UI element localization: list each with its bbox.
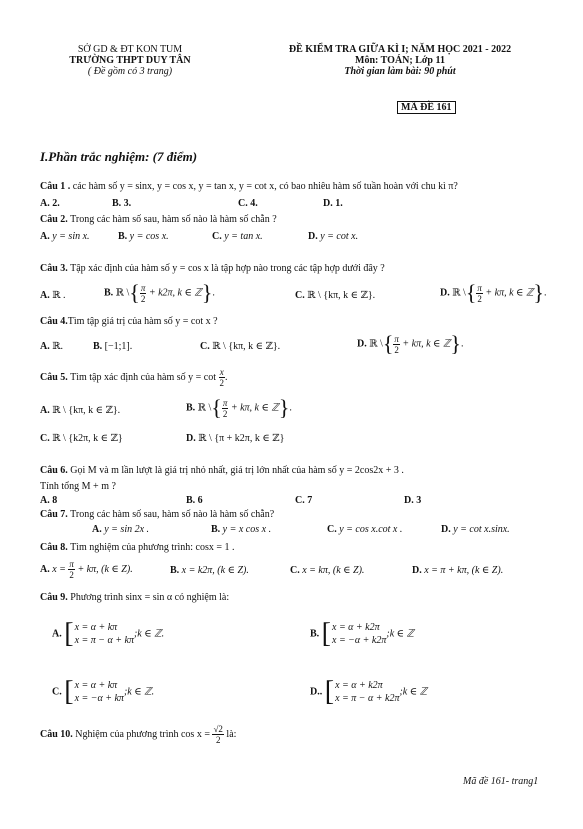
dept-name: SỞ GD & ĐT KON TUM [77,44,183,55]
q5-option-b[interactable]: B. ℝ \{ $\frac{\pi}{2}$ + kπ, k ∈ ℤ}. [186,395,292,420]
q1-option-c[interactable]: C. 4. [238,198,258,209]
question-7 [40,509,274,520]
question-text: Tìm nghiệm của phương trình: cosx = 1 . [67,542,235,553]
question-text: Gọi M và m lần lượt là giá trị nhỏ nhất, giá trị lớn nhất của hàm số y = 2cos2x + 3 . [67,465,404,476]
question-5: Câu 5. Tìm tập xác định của hàm số y = cot $\frac{x}{2}$ . [40,367,228,388]
q7-option-a[interactable]: A. y = sin 2x . [92,524,150,535]
pages-note: ( Đề gồm có 3 trang) [87,66,173,77]
q3-option-d[interactable]: D. ℝ \{ $\frac{\pi}{2}$ + kπ, k ∈ ℤ}. [440,280,547,305]
q1-option-d[interactable]: D. 1. [323,198,343,209]
q6-option-d[interactable]: D. 3 [404,495,422,506]
question-label: Câu 10. [40,728,73,740]
time-line: Thời gian làm bài: 90 phút [344,66,456,77]
question-text: Trong các hàm số sau, hàm số nào là hàm số chẵn? [67,509,275,520]
question-text: Nghiệm của phương trình cos x = [72,728,210,740]
q8-option-c[interactable]: C. x = kπ, (k ∈ Z). [290,565,365,576]
header-left [40,44,220,77]
question-text: Phương trình sinx = sin α có nghiệm là: [67,592,230,603]
q3-option-b[interactable]: B. ℝ \{ $\frac{\pi}{2}$ + k2π, k ∈ ℤ}. [104,280,215,305]
question-4 [40,316,218,327]
exam-code-box: MÃ ĐỀ 161 [397,101,456,114]
question-label: Câu 2. [40,214,68,225]
question-6-line2: Tính tổng M + m ? [40,481,116,492]
q5-option-a[interactable]: A. ℝ \ {kπ, k ∈ ℤ}. [40,405,121,416]
q2-option-b[interactable]: B. y = cos x. [118,231,169,242]
q3-option-c[interactable]: C. ℝ \ {kπ, k ∈ ℤ}. [295,290,376,301]
q2-option-a[interactable]: A. y = sin x. [40,231,90,242]
subject-line: Môn: TOÁN; Lớp 11 [355,55,445,66]
question-1 [40,181,458,192]
exam-title: ĐỀ KIỂM TRA GIỮA KÌ I; NĂM HỌC 2021 - 2022 [288,44,512,55]
question-text: Tìm tập xác định của hàm số y = cot [67,371,216,383]
q3-option-a[interactable]: A. ℝ . [40,290,66,301]
q9-option-c[interactable]: C. [ x = α + kπ x = −α + kπ ;k ∈ ℤ. [52,676,155,707]
question-label: Câu 9. [40,592,68,603]
question-10: Câu 10. Nghiệm của phương trình cos x = $\frac{√2}{2}$ là: [40,724,237,745]
q6-option-a[interactable]: A. 8 [40,495,58,506]
question-label: Câu 8. [40,542,68,553]
q4-option-c[interactable]: C. ℝ \ {kπ, k ∈ ℤ}. [200,341,281,352]
question-9 [40,592,229,603]
q5-option-d[interactable]: D. ℝ \ {π + k2π, k ∈ ℤ} [186,433,285,444]
question-8 [40,542,235,553]
q8-option-a[interactable]: A. x = $\frac{\pi}{2}$ + kπ, (k ∈ Z). [40,559,133,580]
question-text: Tìm tập giá trị của hàm số y = cot x ? [67,316,218,327]
q1-option-a[interactable]: A. 2. [40,198,60,209]
header-right [250,44,550,77]
question-text: Tập xác định của hàm số y = cos x là tập hợp nào trong các tập hợp dưới đây ? [67,263,385,274]
question-label: Câu 3. [40,263,68,274]
q4-option-a[interactable]: A. ℝ. [40,341,64,352]
question-2 [40,214,277,225]
school-name: TRƯỜNG THPT DUY TÂN [69,55,191,66]
q8-option-b[interactable]: B. x = k2π, (k ∈ Z). [170,565,249,576]
q2-option-c[interactable]: C. y = tan x. [212,231,263,242]
q6-option-b[interactable]: B. 6 [186,495,203,506]
q6-option-c[interactable]: C. 7 [295,495,313,506]
question-6 [40,465,404,476]
question-label: Câu 6. [40,465,68,476]
question-3 [40,263,385,274]
question-label: Câu 5. [40,371,68,383]
q7-option-c[interactable]: C. y = cos x.cot x . [327,524,403,535]
question-label: Câu 4. [40,316,68,327]
q7-option-b[interactable]: B. y = x cos x . [211,524,272,535]
q9-option-a[interactable]: A. [ x = α + kπ x = π − α + kπ ;k ∈ ℤ. [52,618,165,649]
q9-option-b[interactable]: B. [ x = α + k2π x = −α + k2π ;k ∈ ℤ [310,618,415,649]
question-text: Trong các hàm số sau, hàm số nào là hàm số chẵn ? [67,214,277,225]
q9-option-d[interactable]: D.. [ x = α + k2π x = π − α + k2π ;k ∈ ℤ [310,676,428,707]
q1-option-b[interactable]: B. 3. [112,198,132,209]
q4-option-b[interactable]: B. [−1;1]. [93,341,133,352]
q7-option-d[interactable]: D. y = cot x.sinx. [441,524,510,535]
q2-option-d[interactable]: D. y = cot x. [308,231,359,242]
section-title: I.Phần trắc nghiệm: (7 điểm) [40,149,198,164]
q8-option-d[interactable]: D. x = π + kπ, (k ∈ Z). [412,565,504,576]
q5-option-c[interactable]: C. ℝ \ {k2π, k ∈ ℤ} [40,433,123,444]
q4-option-d[interactable]: D. ℝ \{ $\frac{\pi}{2}$ + kπ, k ∈ ℤ}. [357,331,464,356]
question-label: Câu 7. [40,509,68,520]
page-footer: Mã đề 161- trang1 [463,776,539,787]
question-text: các hàm số y = sinx, y = cos x, y = tan x, y = cot x, có bao nhiêu hàm số tuần hoàn với chu kì π? [70,181,458,192]
question-label: Câu 1 . [40,181,71,192]
